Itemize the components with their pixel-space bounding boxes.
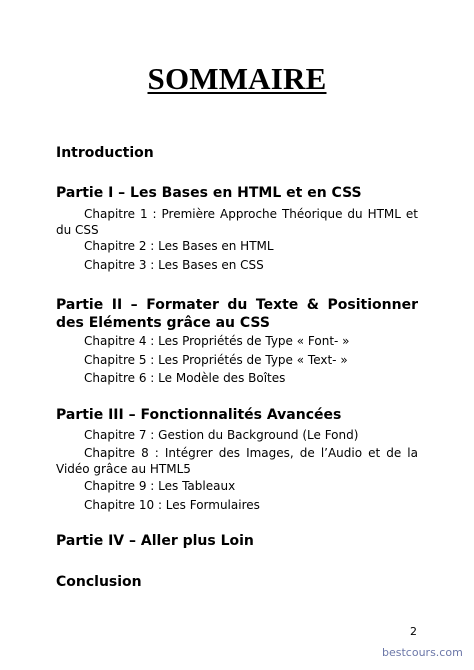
part-4-heading: Partie IV – Aller plus Loin [56, 533, 254, 549]
part-3-heading: Partie III – Fonctionnalités Avancées [56, 407, 342, 423]
page-title: SOMMAIRE [147, 61, 327, 96]
part-2-heading: Partie II – Formater du Texte & Positionner des Eléments grâce au CSS [56, 297, 418, 331]
chapter-6-entry: Chapitre 6 : Le Modèle des Boîtes [84, 371, 286, 385]
chapter-7-entry: Chapitre 7 : Gestion du Background (Le Fond) [84, 428, 359, 442]
watermark-text: bestcours.com [382, 646, 463, 659]
conclusion-heading: Conclusion [56, 574, 142, 590]
chapter-9-entry: Chapitre 9 : Les Tableaux [84, 479, 236, 493]
chapter-5-entry: Chapitre 5 : Les Propriétés de Type « Text- » [84, 353, 348, 367]
chapter-8-entry: Chapitre 8 : Intégrer des Images, de l’Audio et de la Vidéo grâce au HTML5 [56, 446, 418, 476]
chapter-1-entry: Chapitre 1 : Première Approche Théorique du HTML et du CSS [56, 207, 418, 237]
page-number: 2 [410, 625, 417, 638]
part-1-heading: Partie I – Les Bases en HTML et en CSS [56, 185, 362, 201]
chapter-10-entry: Chapitre 10 : Les Formulaires [84, 498, 260, 512]
chapter-2-entry: Chapitre 2 : Les Bases en HTML [84, 239, 274, 253]
chapter-4-entry: Chapitre 4 : Les Propriétés de Type « Font- » [84, 334, 350, 348]
introduction-heading: Introduction [56, 145, 154, 161]
chapter-3-entry: Chapitre 3 : Les Bases en CSS [84, 258, 264, 272]
